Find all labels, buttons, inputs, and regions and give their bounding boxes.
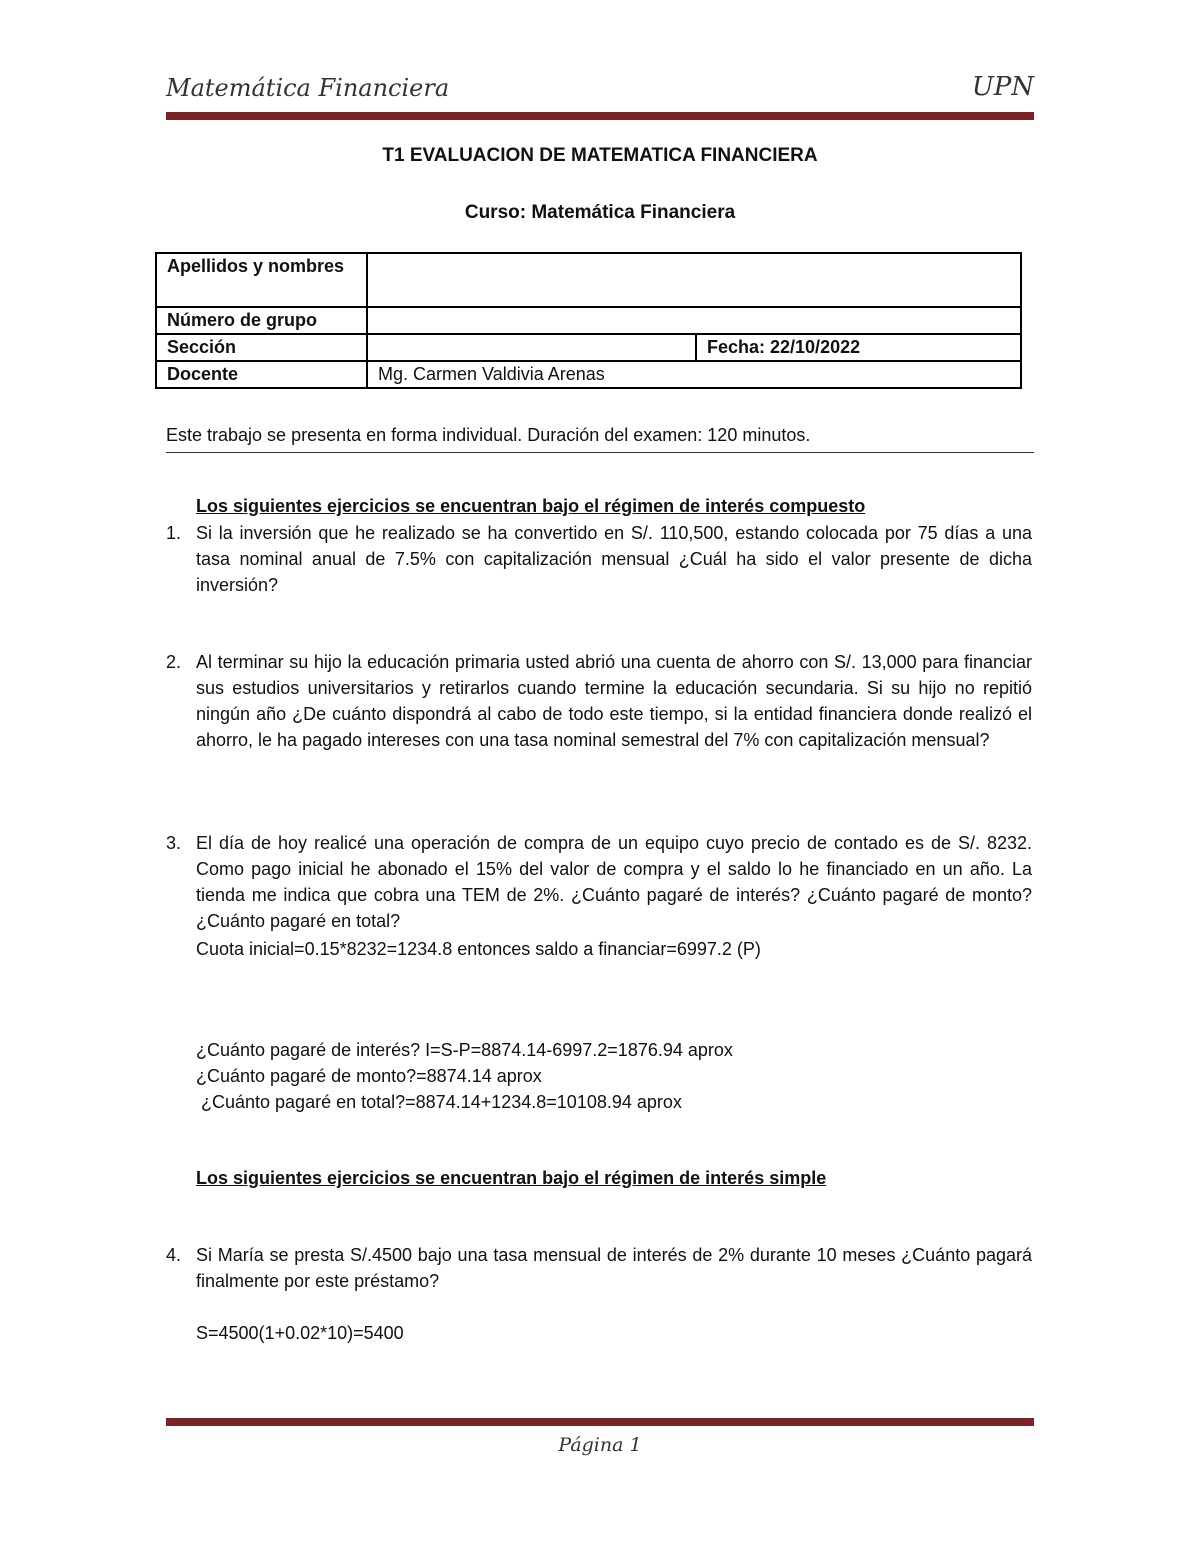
header-institution: UPN xyxy=(971,72,1034,102)
student-info-table xyxy=(155,252,1022,389)
section-field[interactable] xyxy=(367,334,696,361)
exam-title: T1 EVALUACION DE MATEMATICA FINANCIERA xyxy=(382,145,818,166)
section-label: Sección xyxy=(156,334,367,361)
names-label: Apellidos y nombres xyxy=(156,253,367,307)
section-compound-title: Los siguientes ejercicios se encuentran bajo el régimen de interés compuesto xyxy=(196,496,866,516)
question-text: Si la inversión que he realizado se ha convertido en S/. 110,500, estando colocada por 75 días a una tasa nominal anual de 7.5% con capitalización mensual ¿Cuál ha sido el valor presente de dicha inversión? xyxy=(196,523,1032,595)
question-3 xyxy=(166,830,1032,934)
question-number: 3. xyxy=(166,833,182,853)
q3-calculation: Cuota inicial=0.15*8232=1234.8 entonces saldo a financiar=6997.2 (P) xyxy=(196,939,761,959)
question-text: El día de hoy realicé una operación de compra de un equipo cuyo precio de contado es de S/. 8232. Como pago inicial he abonado el 15% del valor de compra y el saldo lo he financiado en un año. La tienda me indica que cobra una TEM de 2%. ¿Cuánto pagaré de interés? ¿Cuánto pagaré de monto? ¿Cuánto pagaré en total? xyxy=(196,833,1032,931)
header-subject: Matemática Financiera xyxy=(166,74,450,102)
question-number: 2. xyxy=(166,652,182,672)
q4-calculation: S=4500(1+0.02*10)=5400 xyxy=(196,1323,404,1343)
group-field[interactable] xyxy=(367,307,1021,334)
q3-answer-interest: ¿Cuánto pagaré de interés? I=S-P=8874.14-6997.2=1876.94 aprox xyxy=(196,1040,733,1060)
question-text: Si María se presta S/.4500 bajo una tasa mensual de interés de 2% durante 10 meses ¿Cuánto pagará finalmente por este préstamo? xyxy=(196,1245,1032,1291)
course-title: Curso: Matemática Financiera xyxy=(464,202,736,223)
question-4 xyxy=(166,1242,1032,1294)
date-label: Fecha: 22/10/2022 xyxy=(696,334,1021,361)
question-2 xyxy=(166,649,1032,753)
footer-rule xyxy=(166,1418,1034,1426)
teacher-label: Docente xyxy=(156,361,367,388)
q3-answer-total: ¿Cuánto pagaré en total?=8874.14+1234.8=10108.94 aprox xyxy=(196,1092,682,1112)
question-1 xyxy=(166,520,1032,598)
names-field[interactable] xyxy=(367,253,1021,307)
teacher-value: Mg. Carmen Valdivia Arenas xyxy=(367,361,1021,388)
group-label: Número de grupo xyxy=(156,307,367,334)
q3-answer-amount: ¿Cuánto pagaré de monto?=8874.14 aprox xyxy=(196,1066,542,1086)
question-text: Al terminar su hijo la educación primaria usted abrió una cuenta de ahorro con S/. 13,000 para financiar sus estudios universitarios y retirarlos cuando termine la educación secundaria. Si su hijo no repitió ningún año ¿De cuánto dispondrá al cabo de todo este tiempo, si la entidad financiera donde realizó el ahorro, le ha pagado intereses con una tasa nominal semestral del 7% con capitalización mensual? xyxy=(196,652,1032,750)
instructions: Este trabajo se presenta en forma individual. Duración del examen: 120 minutos. xyxy=(166,425,1034,453)
page-number: Página 1 xyxy=(558,1434,642,1456)
question-number: 1. xyxy=(166,523,182,543)
header-rule xyxy=(166,112,1034,120)
section-simple-title: Los siguientes ejercicios se encuentran bajo el régimen de interés simple xyxy=(196,1168,827,1188)
question-number: 4. xyxy=(166,1245,182,1265)
